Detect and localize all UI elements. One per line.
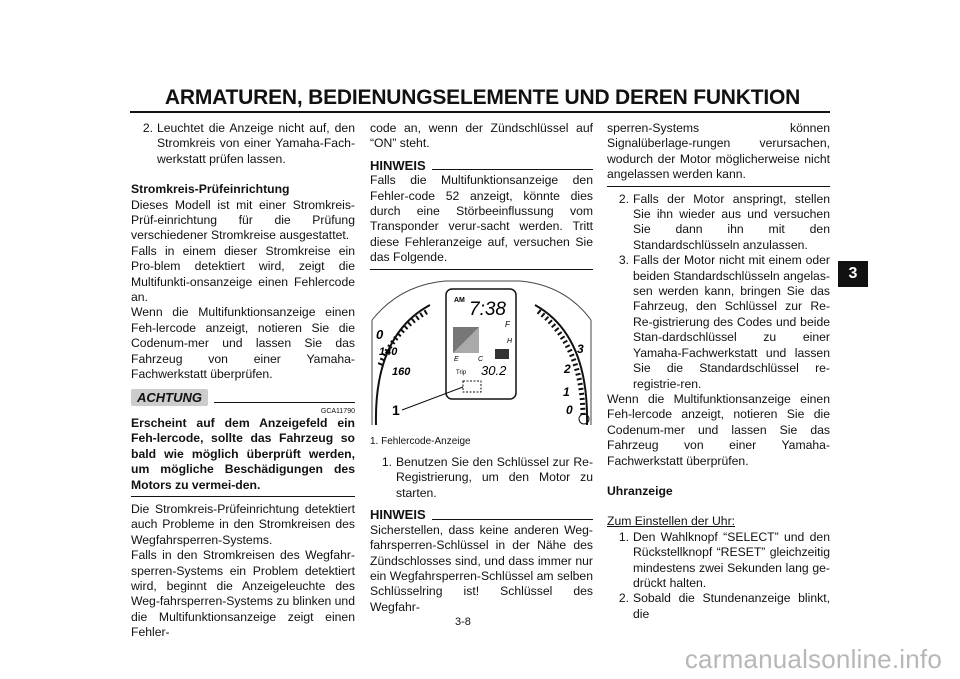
scale-label: 2 <box>564 361 571 376</box>
scale-label: 140 <box>379 345 398 358</box>
page-number: 3-8 <box>455 616 471 628</box>
paragraph: Falls in den Stromkreisen des Wegfahr-sperren-Systems ein Problem detektiert wird, beginnt die Anzeigeleuchte des Weg-fahrsperren-Systems zu blinken und die Multifunktionsanzeige zeigt einen Fehler- <box>131 548 355 640</box>
temp-hot-label: H <box>507 337 513 345</box>
paragraph: Wenn die Multifunktionsanzeige einen Feh-lercode anzeigt, notieren Sie die Codenum-mer und lassen Sie das Fahrzeug von einer Yamaha-Fachwerkstatt überprüfen. <box>131 305 355 382</box>
figure-caption: 1. Fehlercode-Anzeige <box>370 435 471 447</box>
indicator-icon <box>495 349 509 359</box>
instrument-figure <box>370 275 593 430</box>
scale-label: 3 <box>577 341 584 356</box>
page-title: ARMATUREN, BEDIENUNGSELEMENTE UND DEREN FUNKTION <box>164 86 801 109</box>
scale-label: 160 <box>392 365 411 378</box>
note-header <box>370 507 593 522</box>
column-3 <box>607 121 830 622</box>
scale-label: 0 <box>376 326 384 342</box>
fuel-empty-label: E <box>454 355 459 363</box>
caution-label: ACHTUNG <box>131 389 208 406</box>
watermark: carmanualsonline.info <box>684 644 942 674</box>
note-text: Sicherstellen, dass keine anderen Weg-fahrsperren-Schlüssel in der Nähe des Zündschlosses sind, und dass immer nur ein Wegfahrsperren-Schlüssel am selben Schlüsselring ist! Schlüssel des Wegfahr- <box>370 522 593 614</box>
caution-text: Erscheint auf dem Anzeigefeld ein Feh-lercode, sollte das Fahrzeug so bald wie möglich überprüft werden, um mögliche Beschädigungen des Motors zu vermei-den. <box>131 415 355 492</box>
list-item: 2. Sobald die Stundenanzeige blinkt, die <box>618 591 830 621</box>
paragraph: code an, wenn der Zündschlüssel auf “ON” steht. <box>370 121 593 151</box>
list-item: 2. Leuchtet die Anzeige nicht auf, den Stromkreis von einer Yamaha-Fach-werkstatt prüfen lassen. <box>142 121 355 166</box>
list-item: 1. Den Wahlknopf “SELECT” und den Rückstellknopf “RESET” gleichzeitig mindestens zwei Sekunden lang ge-drückt halten. <box>618 529 830 590</box>
scale-label: 0 <box>566 402 573 417</box>
column-2 <box>370 121 593 615</box>
note-text: Falls die Multifunktionsanzeige den Fehler-code 52 anzeigt, könnte dies durch eine Störbeeinflussung vom Transponder verur-sacht werden. Tritt diese Fehleranzeige auf, versuchen Sie das Folgende. <box>370 173 593 265</box>
list-item: 3. Falls der Motor nicht mit einem oder beiden Standardschlüsseln angelas-sen werden kann, bringen Sie das Fahrzeug, den Schlüssel zur Re-Re-gistrierung des Codes und beide Stan-dardschlüssel zu einer Yamaha-Fachwerkstatt und lassen Sie die Standardschlüssel re-registrie-ren. <box>618 253 830 391</box>
note-header <box>370 158 593 173</box>
section-heading: Stromkreis-Prüfeinrichtung <box>131 182 290 197</box>
scale-label: 1 <box>563 384 570 399</box>
column-1 <box>131 121 355 641</box>
list-item: 1. Benutzen Sie den Schlüssel zur Re-Registrierung, um den Motor zu starten. <box>381 455 593 500</box>
note-label: HINWEIS <box>370 157 426 173</box>
note-label: HINWEIS <box>370 507 426 523</box>
trip-label: Trip <box>456 369 467 376</box>
temp-cold-label: C <box>478 355 484 363</box>
paragraph: Dieses Modell ist mit einer Stromkreis-Prüf-einrichtung für die Prüfung verschiedener Stromkreise ausgestattet. <box>131 197 355 243</box>
subheading: Zum Einstellen der Uhr: <box>607 514 736 529</box>
title-rule <box>130 111 830 113</box>
paragraph: Falls in einem dieser Stromkreise ein Pro-blem detektiert wird, zeigt die Multifunkti-onsanzeige einen Fehlercode an. <box>131 243 355 305</box>
trip-display: 30.2 <box>481 362 507 378</box>
paragraph: Die Stromkreis-Prüfeinrichtung detektiert auch Probleme in den Stromkreisen des Wegfahrsperren-Systems. <box>131 501 355 547</box>
am-label: AM <box>454 296 465 304</box>
callout-number: 1 <box>392 401 400 418</box>
chapter-tab: 3 <box>838 261 868 287</box>
clock-display: 7:38 <box>469 298 506 320</box>
list-item: 2. Falls der Motor anspringt, stellen Sie ihn wieder aus und versuchen Sie dann ihn mit den Standardschlüsseln anzulassen. <box>618 191 830 252</box>
section-heading: Uhranzeige <box>607 483 673 498</box>
caution-code: GCA11790 <box>320 407 355 415</box>
fuel-full-label: F <box>505 319 510 329</box>
paragraph: Wenn die Multifunktionsanzeige einen Feh-lercode anzeigt, notieren Sie die Codenum-mer und lassen Sie das Fahrzeug von einer Yamaha-Fachwerkstatt überprüfen. <box>607 391 830 468</box>
caution-header <box>131 389 355 406</box>
paragraph: sperren-Systems können Signalüberlage-rungen verursachen, wodurch der Motor möglicherweise nicht angelassen werden kann. <box>607 121 830 182</box>
